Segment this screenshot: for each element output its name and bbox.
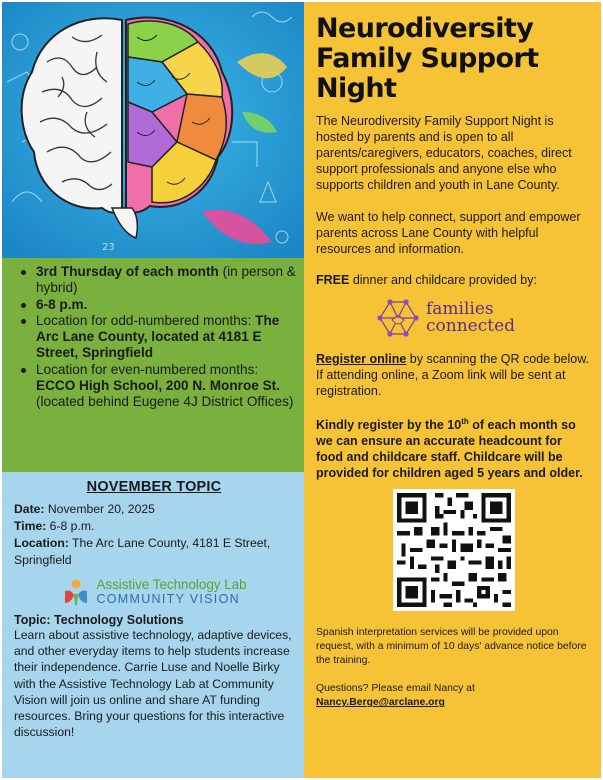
atl-logo-line2: COMMUNITY VISION	[96, 592, 240, 606]
schedule-item-frequency: 3rd Thursday of each month (in person & hybrid)	[18, 264, 296, 297]
schedule-item-even-location: Location for even-numbered months: ECCO High School, 200 N. Monroe St. (located behind Eugene 4J District Offices)	[18, 362, 296, 411]
mission-paragraph: We want to help connect, support and empower parents across Lane County with helpful resources and information.	[316, 210, 581, 256]
schedule-panel	[2, 258, 304, 472]
registration-qr-code[interactable]	[393, 489, 515, 611]
atl-logo-text	[96, 578, 246, 606]
contact-email-line	[316, 696, 591, 710]
spanish-interpretation-note: Spanish interpretation services will be provided upon request, with a minimum of 10 days' advance notice before the training.	[316, 627, 587, 667]
questions-text: Questions? Please email Nancy at	[316, 683, 475, 695]
right-column	[304, 2, 601, 778]
event-title	[316, 14, 591, 104]
topic-title: Topic: Technology Solutions	[14, 613, 184, 627]
topic-description: Learn about assistive technology, adaptive devices, and other everyday items to help students increase their independence. Carrie Luse and Noelle Birky with the Assistive Technology Lab at Community Vision will join us online and share AT funding resources. Bring your questions for this interactive discussion!	[14, 628, 292, 740]
topic-location: Location: The Arc Lane County, 4181 E Street, Springfield	[14, 536, 271, 567]
intro-paragraph: The Neurodiversity Family Support Night is hosted by parents and is open to all parents/caregivers, educators, coaches, direct support professionals and anyone else who supports children and youth in Lane County.	[316, 114, 572, 192]
november-topic-heading: NOVEMBER TOPIC	[86, 479, 222, 495]
brain-illustration	[2, 2, 304, 258]
assistive-technology-lab-icon	[61, 577, 91, 607]
register-paragraph: Register online by scanning the QR code below. If attending online, a Zoom link will be sent at registration.	[316, 352, 590, 398]
title-line-2: Family Support	[316, 43, 539, 74]
assistive-technology-lab-logo	[14, 577, 294, 607]
fc-line-2: connected	[426, 316, 516, 336]
schedule-item-time: 6-8 p.m.	[18, 297, 296, 313]
svg-text:23: 23	[102, 242, 115, 253]
brain-illustration-panel	[2, 2, 304, 258]
atl-logo-line1: Assistive Technology Lab	[96, 577, 247, 592]
qr-code-graphic	[393, 489, 515, 611]
free-dinner-paragraph: FREE dinner and childcare provided by:	[316, 273, 537, 287]
schedule-list	[18, 264, 296, 411]
families-connected-icon	[374, 296, 422, 340]
november-topic-panel	[2, 472, 304, 778]
title-line-1: Neurodiversity	[316, 13, 534, 44]
deadline-paragraph: Kindly register by the 10th of each month so we can ensure an accurate headcount for food and childcare staff. Childcare will be provided for children aged 5 years and older.	[316, 417, 583, 481]
topic-time: Time: 6-8 p.m.	[14, 519, 95, 533]
families-connected-text	[426, 301, 515, 335]
families-connected-logo	[374, 296, 591, 340]
contact-email-link[interactable]: Nancy.Berge@arclane.org	[316, 697, 445, 709]
register-online-link[interactable]: Register online	[316, 352, 407, 366]
title-line-3: Night	[316, 73, 397, 104]
topic-date: Date: November 20, 2025	[14, 502, 155, 516]
fc-line-1: families	[426, 299, 494, 319]
schedule-item-odd-location: Location for odd-numbered months: The Arc Lane County, located at 4181 E Street, Springfield	[18, 313, 296, 362]
